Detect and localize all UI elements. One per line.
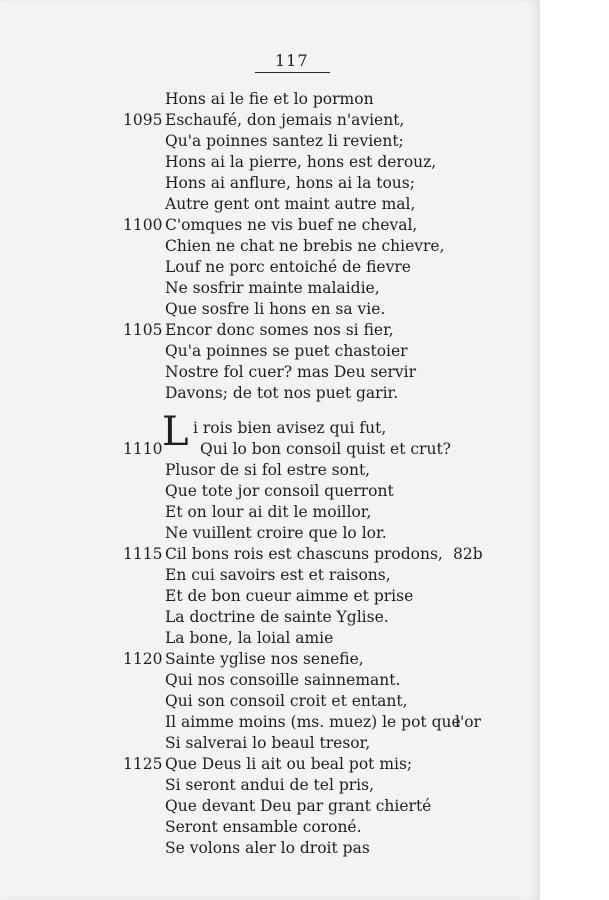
verse-text: Si salverai lo beaul tresor, [165, 734, 371, 752]
verse-text: Il aimme moins (ms. muez) le pot que [165, 713, 461, 731]
verse-text: Nostre fol cuer? mas Deu servir [165, 363, 417, 381]
verse-text: Sainte yglise nos senefie, [165, 650, 364, 668]
verse-text: Qui nos consoille sainnemant. [165, 671, 401, 689]
verse-text: Plusor de si fol estre sont, [165, 461, 371, 479]
verse-text: Hons ai la pierre, hons est derouz, [165, 153, 437, 171]
verse-text: Et on lour ai dit le moillor, [165, 503, 372, 521]
line-number: 1110 [123, 440, 163, 458]
line-number: 1115 [123, 545, 163, 563]
verse-text: La bone, la loial amie [165, 629, 334, 647]
verse-text: Louf ne porc entoiché de fievre [165, 258, 411, 276]
verse-text: Que devant Deu par grant chierté [165, 797, 432, 815]
verse-text: Que Deus li ait ou beal pot mis; [165, 755, 413, 773]
verse-text: Hons ai anflure, hons ai la tous; [165, 174, 415, 192]
verse-text: i rois bien avisez qui fut, [193, 419, 387, 437]
line-number: 1100 [123, 216, 163, 234]
verse-text: Que tote jor consoil querront [165, 482, 394, 500]
drop-cap: L [162, 409, 189, 455]
verse-text: Qu'a poinnes se puet chastoier [165, 342, 408, 360]
verse-text: Que sosfre li hons en sa vie. [165, 300, 386, 318]
verse-text: La doctrine de sainte Yglise. [165, 608, 389, 626]
verse-text: Autre gent ont maint autre mal, [165, 195, 416, 213]
header-rule [255, 72, 330, 73]
line-number: 1125 [123, 755, 163, 773]
page-number: 117 [275, 51, 309, 70]
verse-text: Qui son consoil croit et entant, [165, 692, 408, 710]
verse-text: Se volons aler lo droit pas [165, 839, 370, 857]
verse-text: Hons ai le fie et lo pormon [165, 90, 374, 108]
line-number: 1120 [123, 650, 163, 668]
verse-text: En cui savoirs est et raisons, [165, 566, 391, 584]
folio-note: 82b [453, 545, 483, 563]
verse-text: Qu'a poinnes santez li revient; [165, 132, 404, 150]
verse-text: Ne sosfrir mainte malaidie, [165, 279, 380, 297]
verse-text: C'omques ne vis buef ne cheval, [165, 216, 418, 234]
verse-text: Qui lo bon consoil quist et crut? [200, 440, 451, 458]
verse-text: Eschaufé, don jemais n'avient, [165, 111, 405, 129]
verse-text: Ne vuillent croire que lo lor. [165, 524, 387, 542]
verse-text: Encor donc somes nos si fier, [165, 321, 394, 339]
verse-text: Seront ensamble coroné. [165, 818, 362, 836]
verse-text-overflow: l'or [455, 713, 481, 731]
verse-text: Cil bons rois est chascuns prodons, [165, 545, 443, 563]
verse-text: Si seront andui de tel pris, [165, 776, 375, 794]
verse-text: Chien ne chat ne brebis ne chievre, [165, 237, 445, 255]
verse-text: Davons; de tot nos puet garir. [165, 384, 399, 402]
line-number: 1095 [123, 111, 163, 129]
line-number: 1105 [123, 321, 163, 339]
verse-text: Et de bon cueur aimme et prise [165, 587, 414, 605]
